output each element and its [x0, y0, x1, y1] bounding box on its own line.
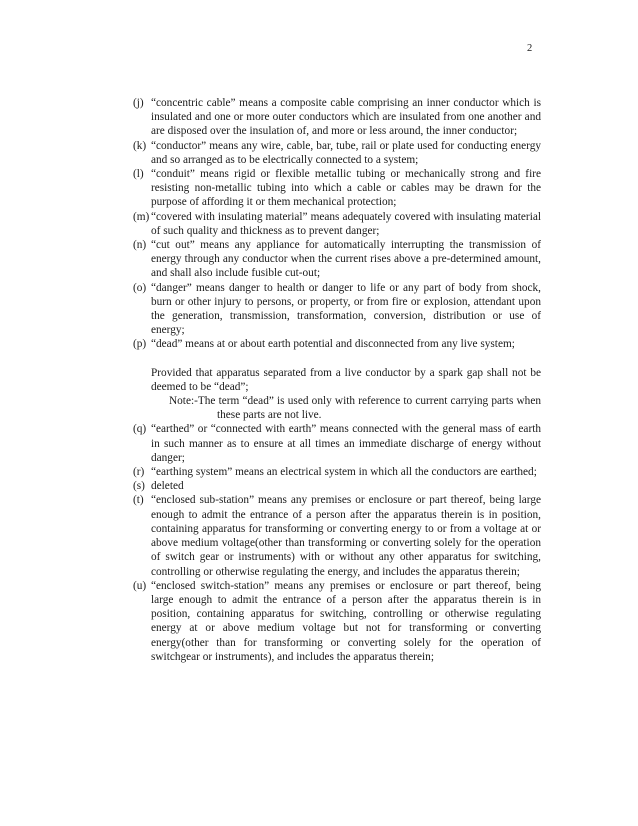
definition-marker: (k)	[133, 139, 147, 152]
definition-q	[133, 422, 541, 465]
definition-marker: (r)	[133, 466, 145, 479]
definition-l	[133, 167, 541, 210]
definition-marker: (o)	[133, 281, 147, 294]
definition-text: “cut out” means any appliance for automatically interrupting the transmission of energy through any conductor when the current rises above a pre-determined amount, and shall also include fusible cut-out;	[151, 239, 541, 280]
definition-r	[133, 465, 541, 479]
definition-marker: (m)	[133, 210, 150, 223]
definition-o	[133, 281, 541, 338]
definition-p	[133, 337, 541, 351]
definition-t	[133, 493, 541, 578]
proviso-paragraph: Provided that apparatus separated from a live conductor by a spark gap shall not be deemed to be “dead”;	[151, 366, 541, 393]
definition-marker: (s)	[133, 480, 145, 493]
page-number: 2	[527, 43, 533, 54]
definition-marker: (l)	[133, 168, 144, 181]
definition-marker: (q)	[133, 423, 147, 436]
definition-s	[133, 479, 541, 493]
definition-text: deleted	[151, 480, 184, 493]
definition-marker: (u)	[133, 579, 147, 592]
definition-text: “earthing system” means an electrical system in which all the conductors are earthed;	[151, 466, 537, 479]
definition-u	[133, 579, 541, 664]
definition-text: “concentric cable” means a composite cable comprising an inner conductor which is insulated and one or more outer conductors which are insulated from one another and are disposed over the insulation of, and more or less around, the inner conductor;	[151, 97, 541, 138]
definition-j	[133, 96, 541, 139]
definition-marker: (n)	[133, 239, 147, 252]
definition-n	[133, 238, 541, 281]
definition-marker: (p)	[133, 338, 147, 351]
definition-text: “covered with insulating material” means adequately covered with insulating material of such quality and thickness as to prevent danger;	[151, 210, 541, 237]
definition-text: “enclosed sub-station” means any premises or enclosure or part thereof, being large enough to admit the entrance of a person after the apparatus therein is in position, containing apparatus for transforming or converting energy to or from a voltage at or above medium voltage(other than transforming or converting solely for the operation of switch gear or instruments) with or without any other apparatus for switching, controlling or otherwise regulating the energy, and includes the apparatus therein;	[151, 494, 541, 578]
definition-text: “conduit” means rigid or flexible metallic tubing or mechanically strong and fire resisting non-metallic tubing into which a cable or cables may be drawn for the purpose of affording it or them mechanical protection;	[151, 168, 541, 209]
definition-text: “dead” means at or about earth potential and disconnected from any live system;	[151, 338, 515, 351]
definition-marker: (j)	[133, 97, 144, 109]
definition-k	[133, 139, 541, 167]
definition-text: “conductor” means any wire, cable, bar, tube, rail or plate used for conducting energy and so arranged as to be electrically connected to a system;	[151, 139, 541, 166]
definition-marker: (t)	[133, 494, 144, 507]
definition-text: “earthed” or “connected with earth” means connected with the general mass of earth in such manner as to ensure at all times an immediate discharge of energy without danger;	[151, 423, 541, 464]
note-paragraph: Note:-The term “dead” is used only with reference to current carrying parts when these parts are not live.	[169, 395, 541, 422]
definition-text: “danger” means danger to health or danger to life or any part of body from shock, burn or other injury to persons, or property, or from fire or explosion, attendant upon the generation, transmission, transformation, conversion, distribution or use of energy;	[151, 281, 541, 337]
definitions-body	[133, 96, 541, 664]
definition-m	[133, 210, 541, 238]
definition-text: “enclosed switch-station” means any premises or enclosure or part thereof, being large enough to admit the entrance of a person after the apparatus therein is in position, containing apparatus for switching, controlling or otherwise regulating energy at or above medium voltage but not for transforming or converting energy(other than for transforming or converting solely for the operation of switchgear or instruments), and includes the apparatus therein;	[151, 579, 541, 663]
